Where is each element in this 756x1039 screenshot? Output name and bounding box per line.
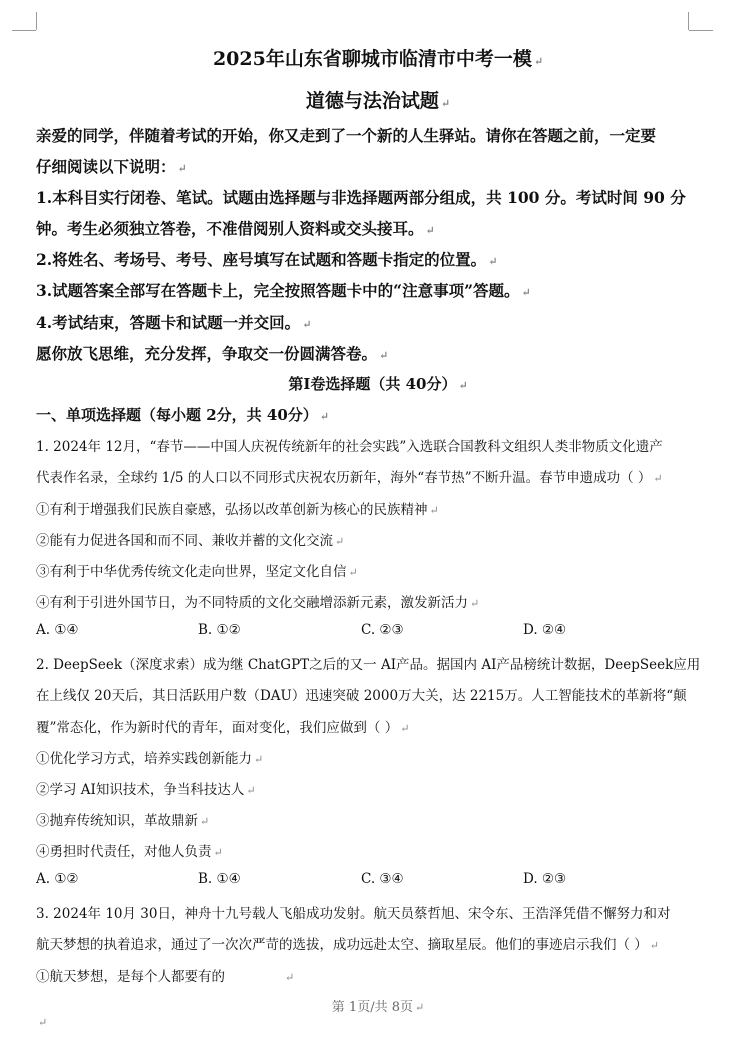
crop-mark-top-left-h [12,30,36,31]
option-b: B. ①④ [198,871,241,887]
intro-line: 亲爱的同学，伴随着考试的开始，你又走到了一个新的人生驿站。请你在答题之前，一定要 [36,126,657,145]
question-1-item: ①有利于增强我们民族自豪感，弘扬以改革创新为核心的民族精神 ↵ [36,502,439,518]
option-c: C. ③④ [361,871,404,887]
option-c: C. ②③ [361,622,404,638]
question-3-item: ①航天梦想，是每个人都要有的 ↵ [36,969,295,985]
intro-line: 2.将姓名、考场号、考号、座号填写在试题和答题卡指定的位置。 ↵ [36,250,498,269]
question-3-stem: 航天梦想的执着追求，通过了一次次严苛的选拔，成功远赴太空、摘取星辰。他们的事迹启示我们（ ） ↵ [36,937,660,953]
page-title: 2025年山东省聊城市临清市中考一模 ↵ [212,48,544,70]
section-heading: 第Ⅰ卷选择题（共 40分） ↵ [288,375,468,393]
option-d: D. ②③ [523,871,567,887]
question-1-item: ③有利于中华优秀传统文化走向世界，坚定文化自信 ↵ [36,564,358,580]
intro-line: 钟。考生必须独立答卷，不准借阅别人资料或交头接耳。 ↵ [36,219,435,238]
intro-line: 3.试题答案全部写在答题卡上，完全按照答题卡中的“注意事项”答题。 ↵ [36,281,531,300]
option-b: B. ①② [198,622,241,638]
intro-line: 愿你放飞思维，充分发挥，争取交一份圆满答卷。 ↵ [36,344,389,363]
question-2-stem: 覆”常态化，作为新时代的青年，面对变化，我们应做到（ ） ↵ [36,720,410,736]
option-d: D. ②④ [523,622,567,638]
question-2-item: ④勇担时代责任，对他人负责 ↵ [36,844,223,860]
page-subtitle: 道德与法治试题 ↵ [305,90,451,112]
option-a: A. ①④ [36,622,79,638]
page-footer: 第 1页/共 8页 ↵ [331,1000,425,1015]
question-1-stem: 1. 2024年 12月，“春节——中国人庆祝传统新年的社会实践”入选联合国教科文组织人类非物质文化遗产 [36,439,663,455]
question-2-item: ①优化学习方式，培养实践创新能力 ↵ [36,751,264,767]
intro-line: 仔细阅读以下说明： ↵ [36,157,187,176]
question-3-stem: 3. 2024年 10月 30日，神舟十九号载人飞船成功发射。航天员蔡哲旭、宋令东、王浩泽凭借不懈努力和对 [36,906,671,922]
question-1-stem: 代表作名录，全球约 1/5 的人口以不同形式庆祝农历新年，海外“春节热”不断升温。春节申遗成功（ ） ↵ [36,470,663,486]
crop-mark-top-right [688,12,689,30]
part-heading: 一、单项选择题（每小题 2分，共 40分） ↵ [36,406,329,424]
question-1-item: ②能有力促进各国和而不同、兼收并蓄的文化交流 ↵ [36,533,345,549]
crop-mark-top-left [36,12,37,30]
question-2-item: ②学习 AI知识技术，争当科技达人 ↵ [36,782,256,798]
intro-line: 4.考试结束，答题卡和试题一并交回。 ↵ [36,313,312,332]
crop-mark-top-right-h [689,30,713,31]
question-2-stem: 2. DeepSeek（深度求索）成为继 ChatGPT之后的又一 AI产品。据国内 AI产品榜统计数据，DeepSeek应用 [36,657,701,673]
question-2-stem: 在上线仅 20天后，其日活跃用户数（DAU）迅速突破 2000万大关，达 2215万。人工智能技术的革新将“颠 [36,688,687,704]
intro-line: 1.本科目实行闭卷、笔试。试题由选择题与非选择题两部分组成，共 100 分。考试时间 90 分 [36,188,686,207]
paragraph-mark: ↵ [38,1016,48,1029]
question-2-item: ③抛弃传统知识，革故鼎新 ↵ [36,813,210,829]
option-a: A. ①② [36,871,79,887]
question-1-item: ④有利于引进外国节日，为不同特质的文化交融增添新元素，激发新活力 ↵ [36,595,480,611]
